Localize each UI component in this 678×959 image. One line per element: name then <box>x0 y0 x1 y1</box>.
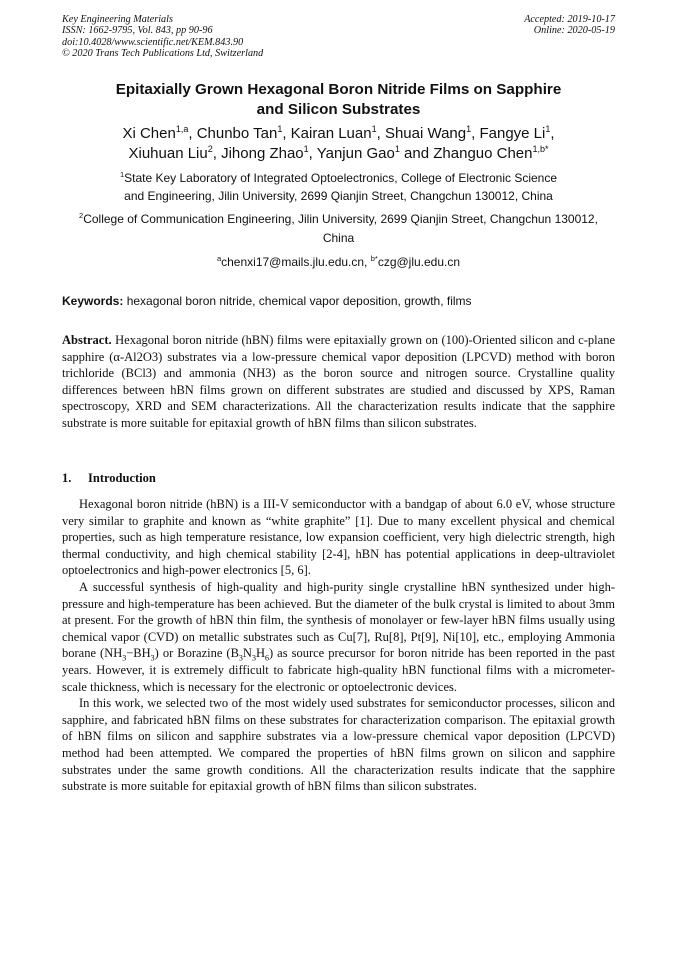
author-affiliation-mark: 2 <box>207 144 213 154</box>
email-separator: , <box>364 255 371 269</box>
text-run: N <box>242 646 252 661</box>
author-name: Shuai Wang <box>384 125 467 142</box>
section-heading-introduction <box>62 471 156 486</box>
journal-header <box>62 14 263 60</box>
accepted-date: Accepted: 2019-10-17 <box>524 14 615 25</box>
author-affiliation-mark: 1 <box>303 144 309 154</box>
intro-paragraph-3: In this work, we selected two of the most widely used substrates for semiconductor processes, silicon and sapphire, and fabricated hBN films on these substrates for characterization comparison. The epitaxial growth of hBN films on silicon and sapphire substrates via a low-pressure chemical vapor deposition (LPCVD) method had been attempted. We compared the properties of hBN films grown on silicon and sapphire substrates under the same growth conditions. All the characterization results indicate that the sapphire substrate is more suitable for epitaxial growth of hBN films than silicon substrates. <box>62 696 615 794</box>
text-run: A successful synthesis of high-quality and high-purity single crystalline hBN synthesized under high-pressure and high-temperature has been achieved. But the diameter of the bulk crystal is limited to about 3mm at present. For the growth of hBN thin film, the synthesis of monolayer or few-layer hBN films usually using chemical vapor (CVD) on metallic substrates such as Cu[7], Ru[8], Pt[9], Ni[10], etc., employing Ammonia borane (NH <box>62 579 615 661</box>
dates-header <box>524 14 615 37</box>
subscript: 6 <box>264 653 269 663</box>
online-date: Online: 2020-05-19 <box>533 25 615 37</box>
author-name: Jihong Zhao <box>221 145 304 162</box>
text-run: ) as source precursor for boron nitride has been reported in the past years. However, it is extremely difficult to fabricate high-quality hBN functional films with a micrometer-scale thickness, which is necessary for the electronic or optoelectronic devices. <box>62 646 615 694</box>
author-separator: , <box>471 125 480 142</box>
text-run: ) or Borazine (B <box>154 646 239 661</box>
subscript: 3 <box>238 653 243 663</box>
affiliation-1-line-2: and Engineering, Jilin University, 2699 Qianjin Street, Changchun 130012, China <box>124 189 553 203</box>
email-a-link[interactable]: chenxi17@mails.jlu.edu.cn <box>221 255 365 269</box>
author-separator: and <box>399 145 434 162</box>
text-run: H <box>255 646 265 661</box>
email-mark-a: a <box>216 254 222 263</box>
affiliation-2-line-1 <box>62 210 615 229</box>
author-name: Yanjun Gao <box>316 145 395 162</box>
author-separator: , <box>376 125 385 142</box>
author-name: Xiuhuan Liu <box>128 145 208 162</box>
author-affiliation-mark: 1 <box>394 144 400 154</box>
affiliation-text: College of Communication Engineering, Jilin University, 2699 Qianjin Street, Changchun 130012, <box>83 212 598 226</box>
author-separator: , <box>308 145 317 162</box>
affiliation-text: State Key Laboratory of Integrated Optoelectronics, College of Electronic Science <box>124 171 558 185</box>
title-line-1: Epitaxially Grown Hexagonal Boron Nitride Films on Sapphire <box>115 81 562 98</box>
affiliation-mark: 1 <box>119 170 125 179</box>
affiliation-1-line-1 <box>62 169 615 187</box>
author-separator: , <box>188 125 197 142</box>
author-affiliation-mark: 1 <box>371 124 377 134</box>
doi-line[interactable]: doi:10.4028/www.scientific.net/KEM.843.90 <box>62 36 244 48</box>
author-name: Chunbo Tan <box>196 125 278 142</box>
keywords-text: hexagonal boron nitride, chemical vapor deposition, growth, films <box>123 294 472 308</box>
author-line-1 <box>62 124 615 144</box>
affiliation-2-line-2: China <box>322 231 355 245</box>
author-separator: , <box>282 125 291 142</box>
keywords-label: Keywords: <box>62 294 124 308</box>
author-name: Xi Chen <box>122 125 176 142</box>
author-affiliation-mark: 1 <box>277 124 283 134</box>
keywords-line <box>62 293 615 309</box>
copyright-line: © 2020 Trans Tech Publications Ltd, Switzerland <box>62 48 264 60</box>
introduction-body <box>62 496 615 795</box>
intro-paragraph-2 <box>62 579 615 695</box>
author-affiliation-mark: 1,b* <box>532 144 549 154</box>
text-run: −BH <box>126 646 151 661</box>
paper-title <box>62 80 615 120</box>
section-title-text: Introduction <box>88 471 156 485</box>
author-name: Kairan Luan <box>290 125 372 142</box>
affiliation-1 <box>62 169 615 205</box>
section-number: 1. <box>62 471 72 485</box>
affiliation-mark: 2 <box>79 211 84 220</box>
author-emails <box>62 254 615 270</box>
author-line-2 <box>62 144 615 164</box>
abstract-label: Abstract. <box>62 333 112 347</box>
journal-name: Key Engineering Materials <box>62 14 173 25</box>
abstract-text: Hexagonal boron nitride (hBN) films were epitaxially grown on (100)-Oriented silicon and c-plane sapphire (α-Al2O3) substrates via a low-pressure chemical vapor deposition (LPCVD) method with boron trichloride (BCl3) and ammonia (NH3) as the boron source and nitrogen source. Crystalline quality differences between hBN films grown on different substrates are studied and discussed by XPS, Raman spectroscopy, XRD and SEM characterizations. All the characterization results indicate that the sapphire substrate is more suitable for epitaxial growth of hBN films than silicon substrates. <box>62 333 615 430</box>
subscript: 3 <box>122 653 127 663</box>
subscript: 3 <box>150 653 155 663</box>
author-list <box>62 124 615 164</box>
affiliation-2 <box>62 210 615 248</box>
author-name: Zhanguo Chen <box>433 145 533 162</box>
author-separator: , <box>550 125 555 142</box>
author-affiliation-mark: 1 <box>466 124 472 134</box>
email-mark-b: b* <box>370 254 378 263</box>
email-b-link[interactable]: czg@jlu.edu.cn <box>377 255 461 269</box>
subscript: 3 <box>251 653 256 663</box>
author-name: Fangye Li <box>479 125 546 142</box>
title-line-2: and Silicon Substrates <box>256 101 421 118</box>
intro-paragraph-1: Hexagonal boron nitride (hBN) is a III-V semiconductor with a bandgap of about 6.0 eV, whose structure very similar to graphite and known as “white graphite” [1]. Due to many excellent physical and chemical properties, such as high temperature resistance, low expansion coefficient, very high dielectric strength, high thermal conductivity, and high chemical stability [2-4], hBN has potential applications in deep-ultraviolet optoelectronics and high-power electronics [5, 6]. <box>62 497 615 578</box>
issn-line: ISSN: 1662-9795, Vol. 843, pp 90-96 <box>62 25 213 37</box>
abstract <box>62 332 615 432</box>
author-separator: , <box>212 145 222 162</box>
author-affiliation-mark: 1 <box>545 124 551 134</box>
author-affiliation-mark: 1,a <box>175 124 189 134</box>
